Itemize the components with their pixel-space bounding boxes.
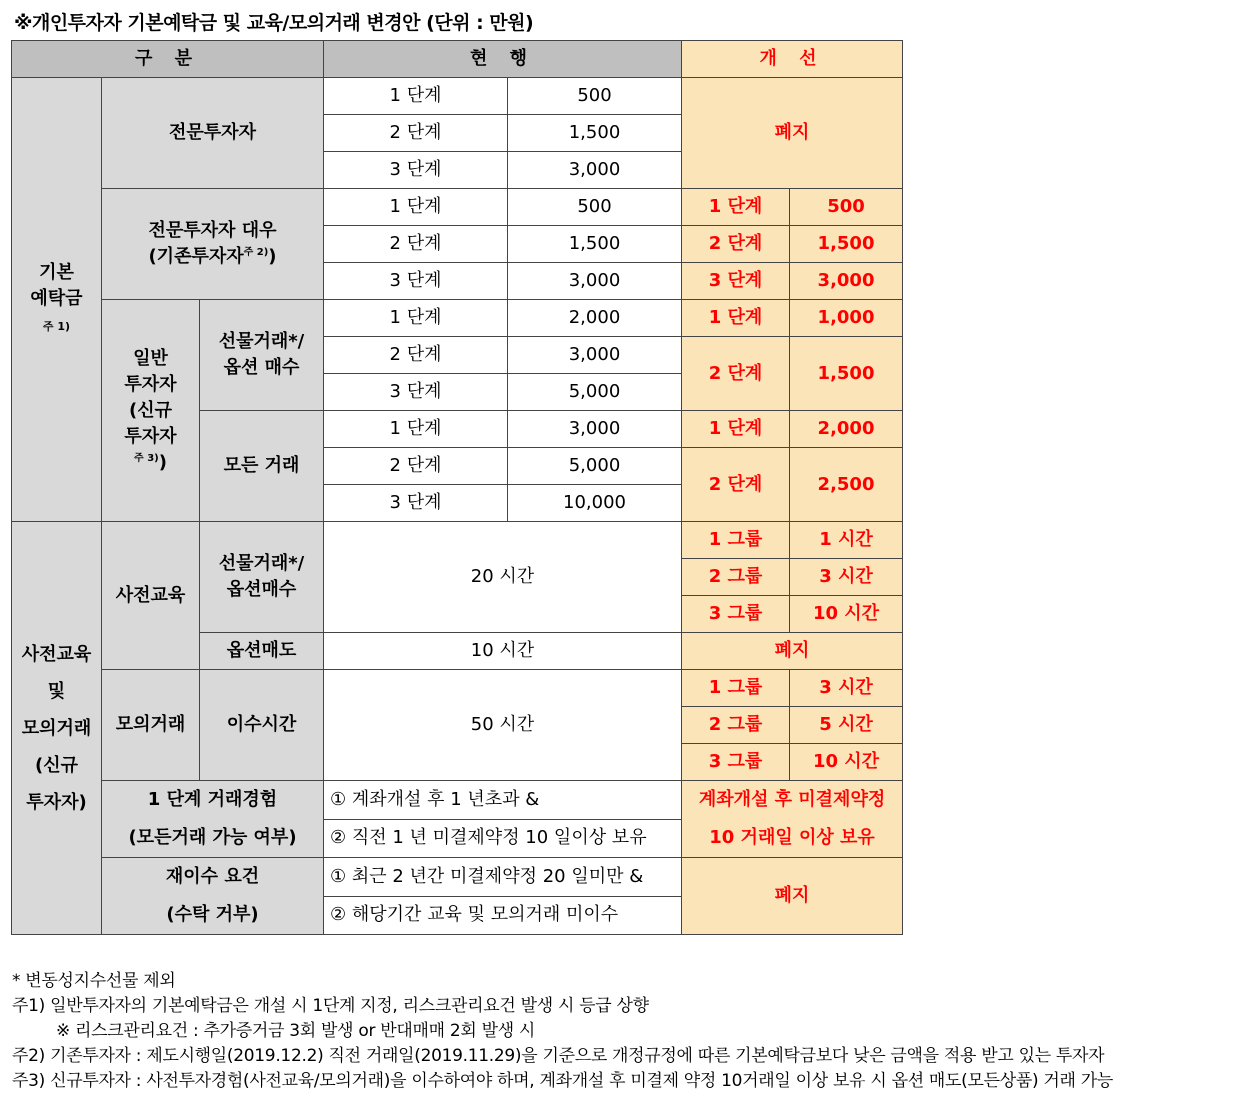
amount-cell: 3,000 [508, 411, 682, 448]
group-cell: 1 그룹 [682, 670, 790, 707]
table-row [12, 858, 903, 897]
group-cell: 2 그룹 [682, 559, 790, 596]
page-title: ※개인투자자 기본예탁금 및 교육/모의거래 변경안 (단위 : 만원) [14, 12, 534, 34]
new-amount-cell: 1,500 [790, 337, 903, 411]
hours-cell: 3 시간 [790, 670, 903, 707]
pro-investor-label: 전문투자자 [102, 78, 324, 189]
header-category: 구 분 [12, 41, 324, 78]
new-step-cell: 3 단계 [682, 263, 790, 300]
footnote: ※ 리스크관리요건 : 추가증거금 3회 발생 or 반대매매 2회 발생 시 [56, 1021, 536, 1041]
step-cell: 1 단계 [324, 189, 508, 226]
futures-option-buy-label: 선물거래*/ 옵션 매수 [200, 300, 324, 411]
retake-label: 재이수 요건 (수탁 거부) [102, 858, 324, 935]
experience-improved: 계좌개설 후 미결제약정 10 거래일 이상 보유 [682, 781, 903, 858]
amount-cell: 1,500 [508, 115, 682, 152]
new-step-cell: 1 단계 [682, 189, 790, 226]
step-cell: 2 단계 [324, 226, 508, 263]
new-step-cell: 1 단계 [682, 300, 790, 337]
new-step-cell: 1 단계 [682, 411, 790, 448]
deposit-category-cell: 기본 예탁금 주 1) [12, 78, 102, 522]
all-trades-label: 모든 거래 [200, 411, 324, 522]
footnote: 주3) 신규투자자 : 사전투자경험(사전교육/모의거래)을 이수하여야 하며, 계좌개설 후 미결제 약정 10거래일 이상 보유 시 옵션 매도(모든상품) 거래 가능 [12, 1071, 1114, 1091]
new-amount-cell: 2,000 [790, 411, 903, 448]
step-cell: 2 단계 [324, 448, 508, 485]
new-amount-cell: 1,500 [790, 226, 903, 263]
experience-current-1: ① 계좌개설 후 1 년초과 & [324, 781, 682, 820]
table-row [12, 78, 903, 115]
mock-trading-label: 모의거래 [102, 670, 200, 781]
table-row [12, 670, 903, 707]
step-cell: 2 단계 [324, 115, 508, 152]
hours-cell: 10 시간 [790, 596, 903, 633]
pro-improved-abolish: 폐지 [682, 78, 903, 189]
hours-cell: 5 시간 [790, 707, 903, 744]
pre-futures-option-buy-label: 선물거래*/ 옵션매수 [200, 522, 324, 633]
amount-cell: 1,500 [508, 226, 682, 263]
amount-cell: 500 [508, 78, 682, 115]
completion-hours-label: 이수시간 [200, 670, 324, 781]
step-cell: 3 단계 [324, 152, 508, 189]
general-investor-label: 일반 투자자 (신규 투자자 $^{주 3)}$) [102, 300, 200, 522]
amount-cell: 3,000 [508, 152, 682, 189]
step-cell: 3 단계 [324, 263, 508, 300]
new-amount-cell: 3,000 [790, 263, 903, 300]
group-cell: 1 그룹 [682, 522, 790, 559]
experience-current-2: ② 직전 1 년 미결제약정 10 일이상 보유 [324, 819, 682, 858]
deposit-education-table [11, 40, 903, 935]
group-cell: 2 그룹 [682, 707, 790, 744]
hours-cell: 3 시간 [790, 559, 903, 596]
step-cell: 3 단계 [324, 374, 508, 411]
step-cell: 2 단계 [324, 337, 508, 374]
education-category-cell: 사전교육 및 모의거래 (신규 투자자) [12, 522, 102, 935]
new-amount-cell: 500 [790, 189, 903, 226]
new-amount-cell: 2,500 [790, 448, 903, 522]
table-row [12, 189, 903, 226]
option-sell-improved: 폐지 [682, 633, 903, 670]
option-sell-label: 옵션매도 [200, 633, 324, 670]
step-cell: 1 단계 [324, 300, 508, 337]
amount-cell: 5,000 [508, 448, 682, 485]
amount-cell: 3,000 [508, 263, 682, 300]
footnote: 주2) 기존투자자 : 제도시행일(2019.12.2) 직전 거래일(2019.11.29)을 기준으로 개정규정에 따른 기본예탁금보다 낮은 금액을 적용 받고 있는 투자자 [12, 1046, 1105, 1066]
retake-current-2: ② 해당기간 교육 및 모의거래 미이수 [324, 896, 682, 935]
retake-improved: 폐지 [682, 858, 903, 935]
amount-cell: 500 [508, 189, 682, 226]
amount-cell: 2,000 [508, 300, 682, 337]
hours-cell: 1 시간 [790, 522, 903, 559]
header-row [12, 41, 903, 78]
table-row [12, 781, 903, 820]
amount-cell: 3,000 [508, 337, 682, 374]
new-amount-cell: 1,000 [790, 300, 903, 337]
amount-cell: 10,000 [508, 485, 682, 522]
table-row [12, 300, 903, 337]
group-cell: 3 그룹 [682, 744, 790, 781]
footnote: * 변동성지수선물 제외 [12, 971, 176, 991]
pro-equiv-label: 전문투자자 대우 (기존투자자$^{주 2)}$) [102, 189, 324, 300]
experience-label: 1 단계 거래경험 (모든거래 가능 여부) [102, 781, 324, 858]
pre-futures-current-hours: 20 시간 [324, 522, 682, 633]
pre-education-label: 사전교육 [102, 522, 200, 670]
retake-current-1: ① 최근 2 년간 미결제약정 20 일미만 & [324, 858, 682, 897]
new-step-cell: 2 단계 [682, 226, 790, 263]
new-step-cell: 2 단계 [682, 448, 790, 522]
step-cell: 1 단계 [324, 78, 508, 115]
header-improved: 개 선 [682, 41, 903, 78]
footnotes [12, 969, 1113, 1094]
hours-cell: 10 시간 [790, 744, 903, 781]
header-current: 현 행 [324, 41, 682, 78]
footnote: 주1) 일반투자자의 기본예탁금은 개설 시 1단계 지정, 리스크관리요건 발생 시 등급 상향 [12, 996, 649, 1016]
amount-cell: 5,000 [508, 374, 682, 411]
step-cell: 3 단계 [324, 485, 508, 522]
table-row [12, 522, 903, 559]
step-cell: 1 단계 [324, 411, 508, 448]
mock-current-hours: 50 시간 [324, 670, 682, 781]
option-sell-current-hours: 10 시간 [324, 633, 682, 670]
group-cell: 3 그룹 [682, 596, 790, 633]
new-step-cell: 2 단계 [682, 337, 790, 411]
